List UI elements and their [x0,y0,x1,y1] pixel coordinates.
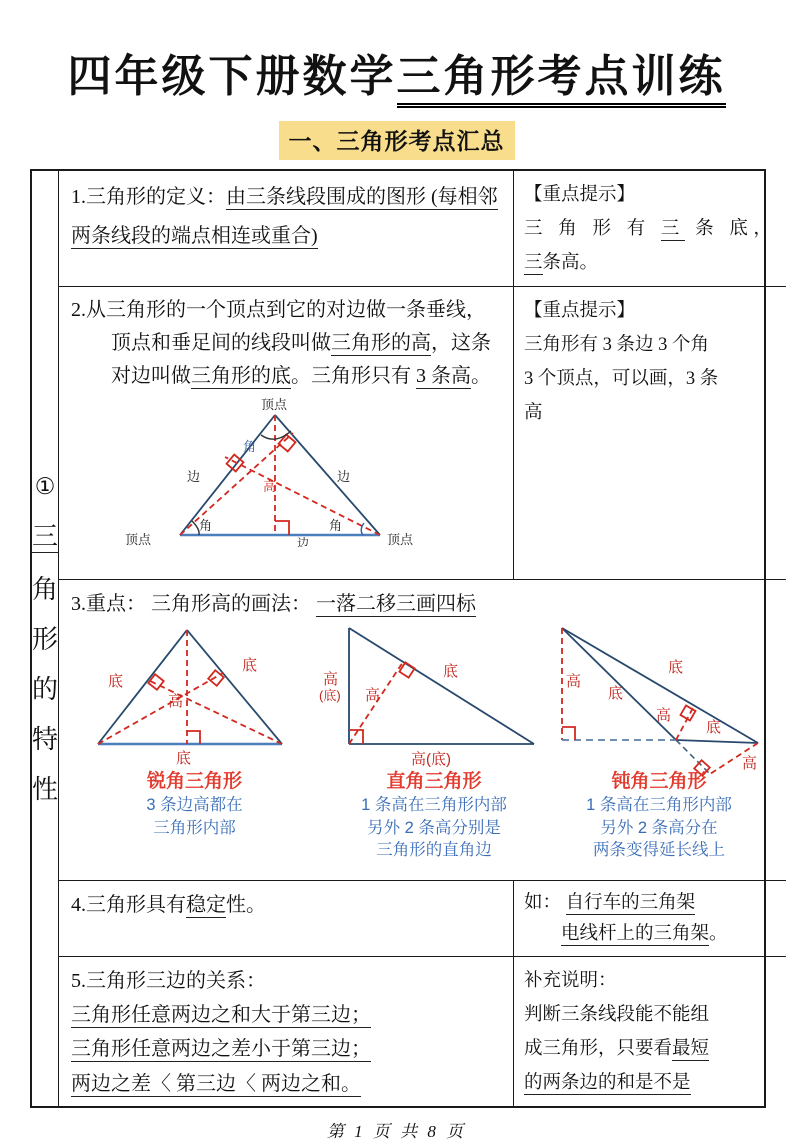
caption-line: 三角形的直角边 [376,841,492,860]
stability-note [514,881,785,956]
right-caption [318,770,550,862]
height-base-label-base: (底) [319,687,341,703]
table-row-stability [59,881,785,957]
body-underlined-line [71,998,503,1032]
acute-caption [71,770,318,840]
three-sides-note [514,957,785,1107]
height-definition-cell [59,287,514,579]
base-label: 底 [175,749,191,767]
obtuse-triangle-diagram [550,618,768,784]
body-text: ，这条对边叫做 [111,331,492,388]
triangle-anatomy-diagram [75,397,499,547]
definition-prefix: 1.三角形的定义： [71,186,227,208]
note-underlined: 自行车的三角架 [565,892,696,913]
obtuse-caption [550,770,768,862]
note-body-line [524,212,777,246]
height-base-label: 高(底) [411,750,452,768]
acute-title: 锐角三角形 [147,770,243,792]
caption-line: 1 条高在三角形内部 [586,796,732,815]
body-underlined-line [71,1067,503,1101]
definition-underlined: 由三条线段围成的图形 (每相邻两条线段的端点相连或重合) [71,186,498,247]
base-label: 底 [107,672,123,690]
note-text: 成三角形，只要看 [524,1038,673,1059]
vertex-label: 顶点 [125,532,152,548]
note-body-line [524,919,777,950]
body-underlined: 3 条高 [416,365,472,388]
body-text: 。 [471,365,492,388]
body-underlined: 三角形的底 [191,365,292,388]
side-label-number: ① [34,474,56,500]
table-row-height-drawing [59,580,785,881]
side-label-char: 三 [32,522,59,552]
side-label-char: 的 [32,675,59,705]
note-underlined: 电线杆上的三角架 [561,924,710,945]
table-row-height [59,287,785,580]
table-row-three-sides [59,957,785,1107]
note-underlined: 三 [524,253,543,274]
right-triangle-figure [318,618,550,862]
side-label-cell [32,171,59,1106]
summary-table [30,169,778,1108]
height-label: 高 [365,686,381,704]
note-title: 补充说明： [524,970,617,991]
body-underlined: 三角形任意两边之和大于第三边； [71,1003,372,1026]
caption-line: 1 条高在三角形内部 [361,796,507,815]
note-text: 如： [524,892,566,913]
side-label-char: 特 [32,725,59,755]
body-underlined-line [71,1032,503,1066]
note-body-line [524,1066,777,1100]
section-heading-row [0,121,793,160]
height-label: 高 [656,706,672,724]
note-body-line [524,246,777,280]
note-body-line: 三角形有 3 条边 3 个角 [524,334,710,355]
caption-line: 三角形内部 [153,818,236,837]
body-text: 5.三角形三边的关系： [71,969,267,992]
body-underlined: 一落二移三画四标 [316,592,477,615]
note-body-line [524,888,777,919]
right-triangle-diagram [319,618,549,768]
note-body-line [524,1032,777,1066]
body-text: 2.从三角形的一个顶点到它的对边做一条垂线，顶点和垂足间的线段叫做 [71,298,487,354]
height-label: 高 [167,692,183,710]
note-text: 三 角 形 有 [524,219,661,240]
body-text: 。三角形只有 [291,365,417,388]
base-label: 底 [241,656,257,674]
side-label: 边 [187,469,201,485]
side-label-char: 角 [32,575,59,605]
angle-label: 角 [243,439,257,455]
obtuse-title: 钝角三角形 [611,770,707,792]
note-title: 【重点提示】 [524,185,636,205]
height-base-label-height: 高 [323,670,339,688]
caption-line: 另外 2 条高分在 [600,818,718,837]
caption-line: 另外 2 条高分别是 [367,818,501,837]
three-sides-text [59,957,514,1107]
base-label: 底 [668,658,684,676]
caption-line: 两条变得延长线上 [593,841,726,860]
body-text: 4.三角形具有 [71,893,187,916]
note-text: 。 [709,924,728,945]
base-label: 底 [706,718,722,736]
side-label-char: 性 [32,775,59,805]
height-label: 高 [566,672,582,690]
height-label: 高 [263,479,277,495]
side-label: 边 [337,469,351,485]
note-body-line: 3 个顶点，可以画，3 条 [524,369,719,390]
note-body-line: 判断三条线段能不能组 [524,1004,710,1025]
body-underlined: 两边之差〈 第三边〈 两边之和。 [71,1072,362,1095]
base-label: 底 [608,684,624,702]
note-underlined: 三 [660,219,685,240]
note-text: 条高。 [542,253,599,274]
page-number: 第 1 页 共 8 页 [326,1122,467,1142]
side-label-char: 形 [32,625,59,655]
body-text: 3.重点： 三角形高的画法： [71,592,317,615]
body-text: 性。 [226,893,267,916]
vertex-label: 顶点 [261,397,288,413]
angle-label: 角 [199,518,213,534]
note-body-line: 高 [524,403,543,424]
triangle-anatomy-figure [71,397,503,553]
vertex-label: 顶点 [387,532,414,548]
angle-label: 角 [329,518,343,534]
height-definition-text [71,294,503,394]
side-label: 边 [297,536,310,548]
note-underlined: 的两条边的和是不是 [524,1073,691,1094]
title-underlined: 三角形考点训练 [397,52,726,108]
body-underlined: 稳定 [186,893,227,916]
body-underlined: 三角形任意两边之差小于第三边； [71,1038,372,1061]
acute-triangle-figure [71,618,318,862]
title-normal: 四年级下册数学 [67,52,397,101]
note-underlined: 最短 [672,1038,710,1059]
obtuse-triangle-figure [550,618,768,862]
section-heading: 一、三角形考点汇总 [279,121,515,160]
height-note [514,287,785,579]
height-drawing-cell [59,580,785,880]
note-text: 条 底， [684,219,778,240]
right-title: 直角三角形 [386,770,482,792]
acute-triangle-diagram [80,618,310,768]
definition-text [59,171,514,286]
height-label: 高 [742,754,758,772]
note-title: 【重点提示】 [524,300,636,321]
body-underlined: 三角形的高 [331,331,432,354]
caption-line: 3 条边高都在 [146,796,243,815]
triangle-figures [71,618,775,862]
height-drawing-heading [71,587,775,616]
definition-note [514,171,785,286]
table-row-definition [59,171,785,287]
page-title [0,0,793,104]
stability-text [59,881,514,956]
base-label: 底 [443,662,459,680]
table-rows [59,171,785,1106]
